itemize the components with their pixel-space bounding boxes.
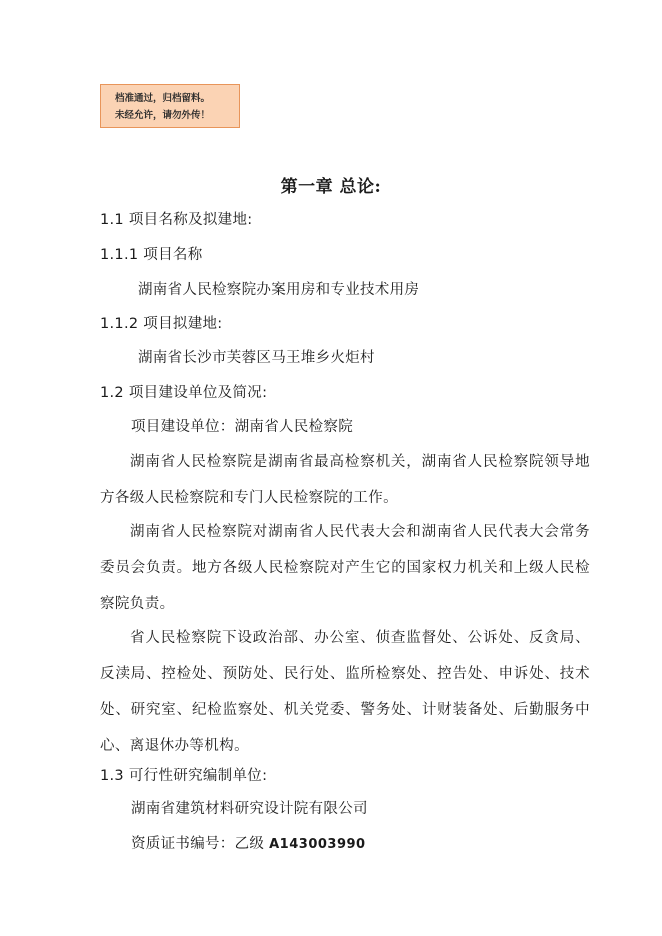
builder-unit: 项目建设单位：湖南省人民检察院	[131, 419, 353, 435]
section-1-3-heading: 1.3 可行性研究编制单位:	[100, 768, 268, 784]
section-1-1-2-heading: 1.1.2 项目拟建地:	[100, 316, 223, 332]
stamp-line-2: 未经允许，请勿外传！	[115, 110, 211, 121]
paragraph-1: 湖南省人民检察院是湖南省最高检察机关，湖南省人民检察院领导地方各级人民检察院和专门人民检察院的工作。	[100, 454, 590, 506]
compiler-unit: 湖南省建筑材料研究设计院有限公司	[131, 801, 368, 817]
chapter-title: 第一章 总论:	[280, 177, 382, 197]
project-name: 湖南省人民检察院办案用房和专业技术用房	[138, 282, 420, 298]
certificate-code: A143003990	[269, 837, 366, 852]
watermark-stamp	[100, 84, 240, 128]
section-1-2-heading: 1.2 项目建设单位及简况:	[100, 385, 268, 401]
section-1-1-heading: 1.1 项目名称及拟建地:	[100, 212, 253, 228]
paragraph-3: 省人民检察院下设政治部、办公室、侦查监督处、公诉处、反贪局、反渎局、控检处、预防处、民行处、监所检察处、控告处、申诉处、技术处、研究室、纪检监察处、机关党委、警务处、计财装备处、后勤服务中心、离退休办等机构。	[100, 630, 590, 754]
certificate-line	[131, 834, 366, 855]
certificate-label: 资质证书编号：乙级	[131, 836, 265, 852]
paragraph-2: 湖南省人民检察院对湖南省人民代表大会和湖南省人民代表大会常务委员会负责。地方各级人民检察院对产生它的国家权力机关和上级人民检察院负责。	[100, 524, 590, 612]
stamp-line-1: 档准通过，归档留料。	[115, 93, 211, 104]
section-1-1-1-heading: 1.1.1 项目名称	[100, 247, 203, 263]
project-location: 湖南省长沙市芙蓉区马王堆乡火炬村	[138, 350, 375, 366]
